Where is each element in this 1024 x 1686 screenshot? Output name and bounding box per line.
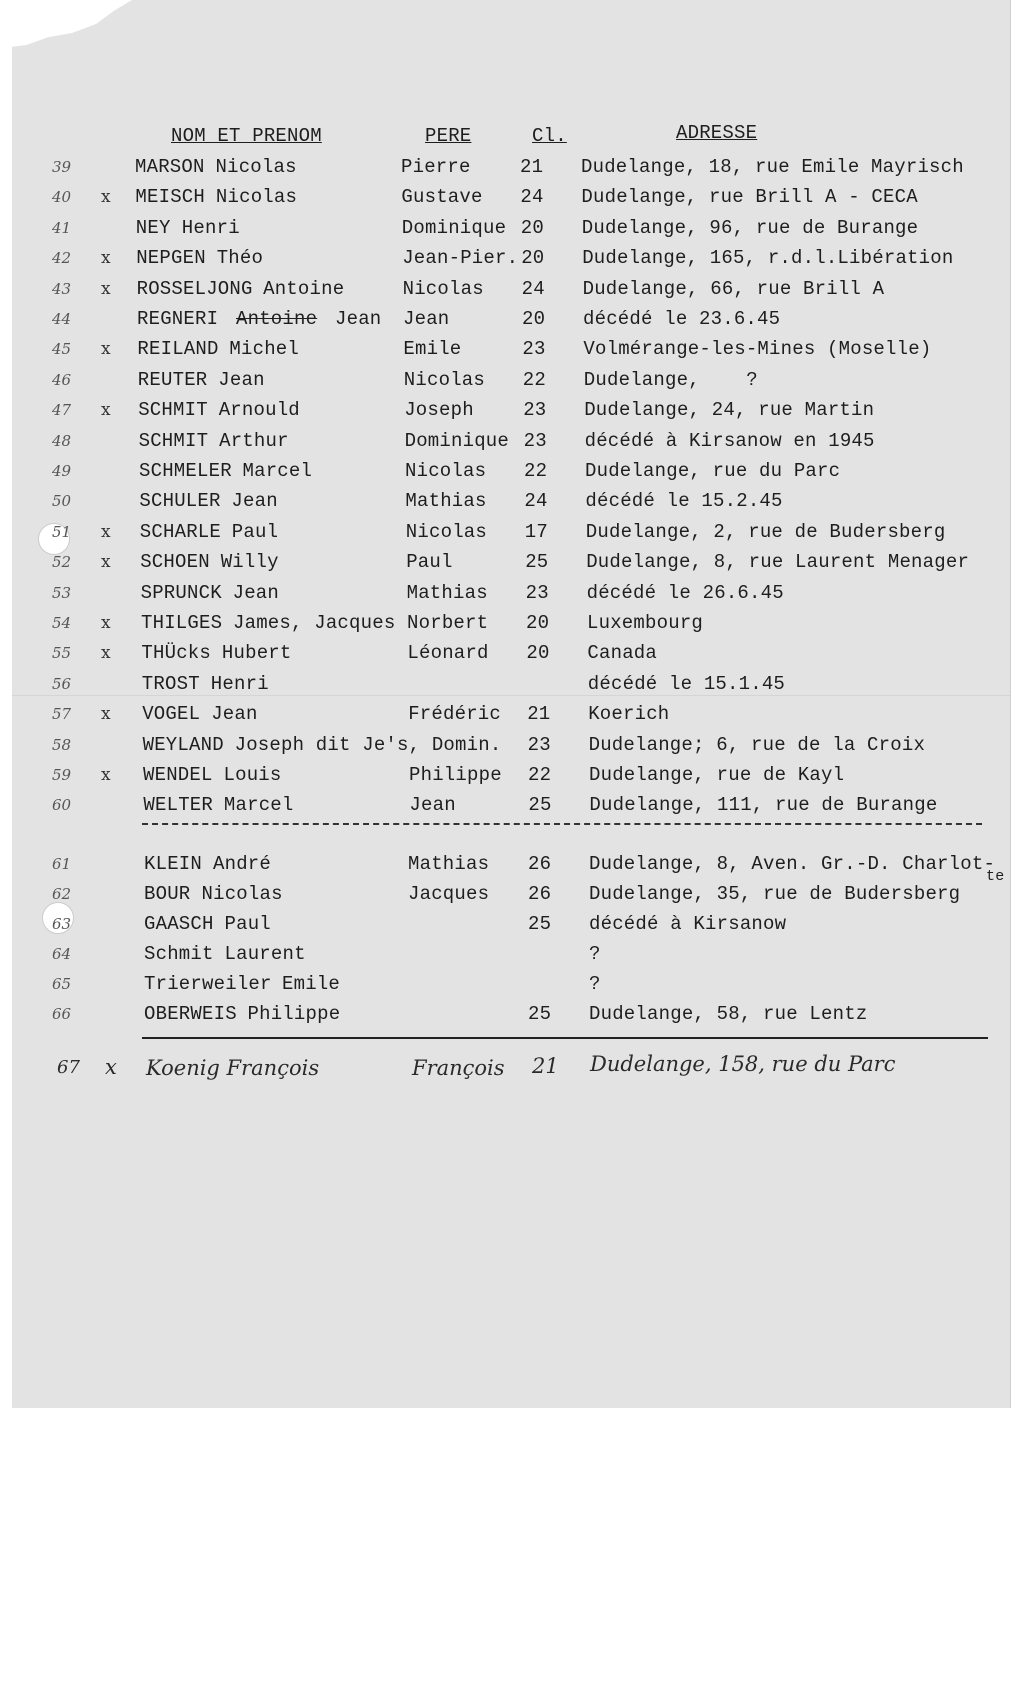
row-address: Dudelange, rue Brill A - CECA: [581, 186, 918, 209]
row-class: 21: [527, 703, 551, 726]
row-number: 64: [52, 945, 72, 963]
handwritten-class: 21: [532, 1054, 559, 1078]
row-first-name: Théo: [216, 247, 264, 270]
row-number: 53: [52, 583, 72, 602]
row-number: 44: [52, 310, 72, 328]
row-address: décédé le 26.6.45: [586, 581, 784, 604]
row-class: 23: [523, 399, 547, 422]
row-father: Emile: [403, 338, 462, 361]
row-address: Canada: [587, 642, 658, 665]
row-address: Dudelange, 165, r.d.l.Libération: [582, 247, 954, 270]
row-check-mark: x: [101, 187, 111, 208]
row-check-mark: x: [101, 643, 111, 664]
row-number: 47: [52, 401, 72, 420]
row-number: 60: [52, 796, 72, 815]
row-class: 23: [525, 581, 549, 604]
row-name: NEY: [135, 216, 171, 239]
row-class: 24: [521, 277, 545, 300]
row-address: décédé le 23.6.45: [583, 308, 781, 330]
row-first-name: Arthur: [219, 429, 289, 452]
row-address: ?: [589, 943, 601, 965]
row-father: Frédéric: [408, 703, 502, 726]
row-address: ?: [589, 973, 601, 995]
row-number: 56: [52, 674, 72, 693]
row-class: 20: [522, 308, 546, 330]
row-first-name: Jean: [231, 490, 278, 513]
row-number: 61: [52, 855, 72, 873]
row-address: décédé à Kirsanow en 1945: [584, 429, 875, 452]
row-number: 43: [52, 279, 72, 298]
row-class: 25: [525, 551, 549, 574]
row-father: Mathias: [405, 490, 487, 513]
row-first-name: Emile: [282, 973, 341, 995]
row-number: 50: [52, 492, 72, 511]
row-address: décédé à Kirsanow: [589, 913, 787, 935]
row-class: 22: [522, 368, 547, 391]
row-address: Dudelange, rue de Kayl: [589, 764, 845, 786]
row-first-name: Henri: [181, 216, 240, 239]
row-father: Mathias: [406, 581, 488, 604]
row-number: 46: [52, 370, 72, 389]
row-father: Nicolas: [402, 277, 484, 300]
row-name: OBERWEIS: [144, 1003, 237, 1025]
row-address: Dudelange, ?: [583, 368, 758, 391]
row-name: REGNERI: [137, 308, 219, 330]
row-father: Jacques: [408, 883, 490, 905]
row-first-name: Louis: [223, 764, 282, 786]
row-father: Nicolas: [405, 520, 488, 543]
row-name: SCHMELER: [139, 460, 232, 482]
row-first-name: Jean: [218, 368, 265, 391]
row-name: TROST: [141, 672, 200, 695]
row-father: Joseph: [404, 399, 474, 422]
row-first-name: Nicolas: [201, 883, 283, 905]
row-first-name: Jean: [232, 581, 280, 604]
row-name: GAASCH: [144, 913, 214, 935]
row-name: SCHMIT: [138, 399, 208, 422]
row-address: Dudelange, 8, rue Laurent Menager: [586, 551, 970, 574]
row-address: Koerich: [588, 703, 670, 726]
row-first-name: Jean: [335, 308, 382, 330]
row-name: SPRUNCK: [140, 581, 222, 604]
row-number: 45: [52, 340, 72, 359]
row-first-name: Philippe: [247, 1003, 341, 1025]
handwritten-name: Koenig François: [146, 1056, 320, 1080]
header-father: PERE: [425, 125, 472, 147]
row-number: 55: [52, 644, 72, 663]
row-class: 20: [526, 642, 550, 665]
row-father: Jean-Pier.: [402, 247, 519, 270]
row-father: Jean: [403, 308, 450, 330]
handwritten-father: François: [412, 1056, 505, 1080]
row-check-mark: x: [101, 400, 111, 421]
row-number: 39: [52, 158, 72, 176]
row-first-name: Marcel: [223, 794, 294, 817]
row-class: 24: [524, 490, 548, 513]
row-father: Philippe: [409, 764, 502, 786]
row-number: 62: [52, 885, 72, 903]
row-father: Gustave: [401, 186, 483, 209]
row-father: Léonard: [407, 642, 489, 665]
row-address: Dudelange, 18, rue Emile Mayrisch: [581, 156, 964, 178]
row-address: décédé le 15.1.45: [587, 672, 786, 695]
row-name: SCHOEN: [140, 551, 210, 574]
row-class: 25: [528, 794, 552, 817]
row-father: Nicolas: [405, 460, 487, 482]
handwritten-address: Dudelange, 158, rue du Parc: [590, 1052, 896, 1076]
row-name: THÜcks: [141, 642, 212, 665]
row-name: SCHULER: [139, 490, 221, 513]
row-name: WENDEL: [143, 764, 213, 786]
row-class: 26: [528, 853, 552, 875]
row-address: Dudelange, 35, rue de Budersberg: [589, 883, 961, 905]
row-first-name: André: [213, 853, 272, 875]
row-name: Schmit: [144, 943, 214, 965]
row-class: 17: [524, 520, 549, 543]
row-first-name: Hubert: [221, 642, 292, 665]
row-address: Dudelange, 111, rue de Burange: [589, 794, 938, 817]
row-address-continuation: te: [986, 868, 1005, 885]
row-class: 24: [520, 186, 544, 209]
row-first-name: Michel: [229, 338, 300, 361]
row-number: 49: [52, 462, 72, 480]
row-name: MEISCH: [135, 186, 206, 209]
row-name: THILGES: [141, 612, 223, 634]
header-name: NOM ET PRENOM: [171, 125, 322, 147]
row-address: Dudelange, 24, rue Martin: [584, 399, 875, 422]
row-name: VOGEL: [142, 703, 201, 726]
row-class: 25: [528, 913, 552, 935]
row-first-name: Nicolas: [215, 156, 297, 178]
row-check-mark: x: [101, 552, 111, 573]
row-number: 42: [52, 249, 72, 268]
row-class: 22: [528, 764, 552, 786]
row-first-name: Willy: [220, 551, 279, 574]
row-number: 41: [52, 218, 72, 237]
row-address: Dudelange, rue du Parc: [585, 460, 841, 482]
fold-line: [12, 695, 1010, 696]
row-number: 40: [52, 188, 72, 207]
row-check-mark: x: [101, 278, 111, 299]
row-number: 58: [52, 735, 72, 754]
row-address: Volmérange-les-Mines (Moselle): [583, 338, 932, 361]
row-check-mark: x: [101, 613, 111, 633]
row-name: WEYLAND: [142, 733, 224, 756]
row-number: 65: [52, 975, 72, 993]
row-name: WELTER: [143, 794, 214, 817]
row-number: 52: [52, 553, 72, 572]
row-first-name: Laurent: [224, 943, 306, 965]
row-number: 59: [52, 766, 72, 784]
row-first-name: Paul: [231, 520, 279, 543]
row-check-mark: x: [101, 704, 111, 725]
row-father: Mathias: [408, 853, 490, 875]
row-name: REILAND: [137, 338, 219, 361]
row-address: décédé le 15.2.45: [585, 490, 783, 513]
header-address: ADRESSE: [676, 122, 758, 144]
row-name: KLEIN: [144, 853, 203, 875]
row-name: BOUR: [144, 883, 191, 905]
solid-separator: [142, 1037, 988, 1039]
row-first-name: James, Jacques Norbert: [233, 612, 489, 634]
row-class: 21: [520, 156, 544, 178]
row-number: 63: [52, 915, 72, 933]
row-address: Dudelange, 2, rue de Budersberg: [585, 520, 946, 543]
row-address: Dudelange, 66, rue Brill A: [582, 277, 885, 300]
row-name: NEPGEN: [136, 247, 206, 270]
row-name: MARSON: [135, 156, 205, 178]
row-number: 51: [52, 522, 72, 541]
row-name-struck: Antoine: [236, 308, 318, 330]
row-father: Nicolas: [403, 368, 486, 391]
row-first-name: Jean: [211, 703, 258, 726]
row-first-name: Nicolas: [215, 186, 298, 209]
row-first-name: Marcel: [242, 460, 313, 482]
row-number: 66: [52, 1005, 72, 1023]
row-first-name: Henri: [210, 672, 269, 695]
row-first-name: Joseph dit Je's, Domin.: [234, 733, 502, 756]
row-name: SCHARLE: [139, 520, 222, 543]
row-class: 25: [528, 1003, 552, 1025]
row-class: 23: [527, 733, 551, 756]
row-class: 20: [520, 216, 545, 239]
row-class: 22: [524, 460, 548, 482]
row-class: 26: [528, 883, 552, 905]
row-father: Paul: [406, 551, 453, 574]
row-first-name: Antoine: [263, 277, 345, 300]
row-check-mark: x: [101, 248, 111, 269]
dashed-separator: [142, 823, 982, 825]
row-first-name: Arnould: [218, 399, 300, 422]
row-class: 23: [522, 338, 546, 361]
row-number: 48: [52, 431, 72, 450]
row-name: Trierweiler: [144, 973, 272, 995]
row-check-mark: x: [101, 765, 111, 785]
row-number: 54: [52, 614, 72, 632]
row-father: Jean: [409, 794, 456, 817]
row-number: 57: [52, 705, 72, 724]
handwritten-mark: x: [105, 1055, 117, 1079]
row-address: Dudelange, 96, rue de Burange: [581, 216, 919, 239]
row-address: Dudelange; 6, rue de la Croix: [588, 733, 926, 756]
row-address: Luxembourg: [587, 612, 704, 634]
row-class: 23: [523, 429, 547, 452]
row-class: 20: [526, 612, 550, 634]
row-first-name: Paul: [224, 913, 271, 935]
row-class: 20: [521, 247, 545, 270]
row-name: ROSSELJONG: [136, 277, 253, 300]
row-father: Dominique: [401, 216, 507, 239]
row-name: REUTER: [137, 368, 208, 391]
handwritten-number: 67: [57, 1057, 80, 1078]
row-address: Dudelange, 58, rue Lentz: [589, 1003, 868, 1025]
row-check-mark: x: [101, 339, 111, 360]
row-father: Pierre: [401, 156, 471, 178]
row-name: SCHMIT: [138, 429, 209, 452]
row-address: Dudelange, 8, Aven. Gr.-D. Charlot-: [589, 853, 996, 875]
header-class: Cl.: [532, 125, 567, 147]
row-check-mark: x: [101, 521, 111, 542]
row-father: Dominique: [404, 429, 510, 452]
